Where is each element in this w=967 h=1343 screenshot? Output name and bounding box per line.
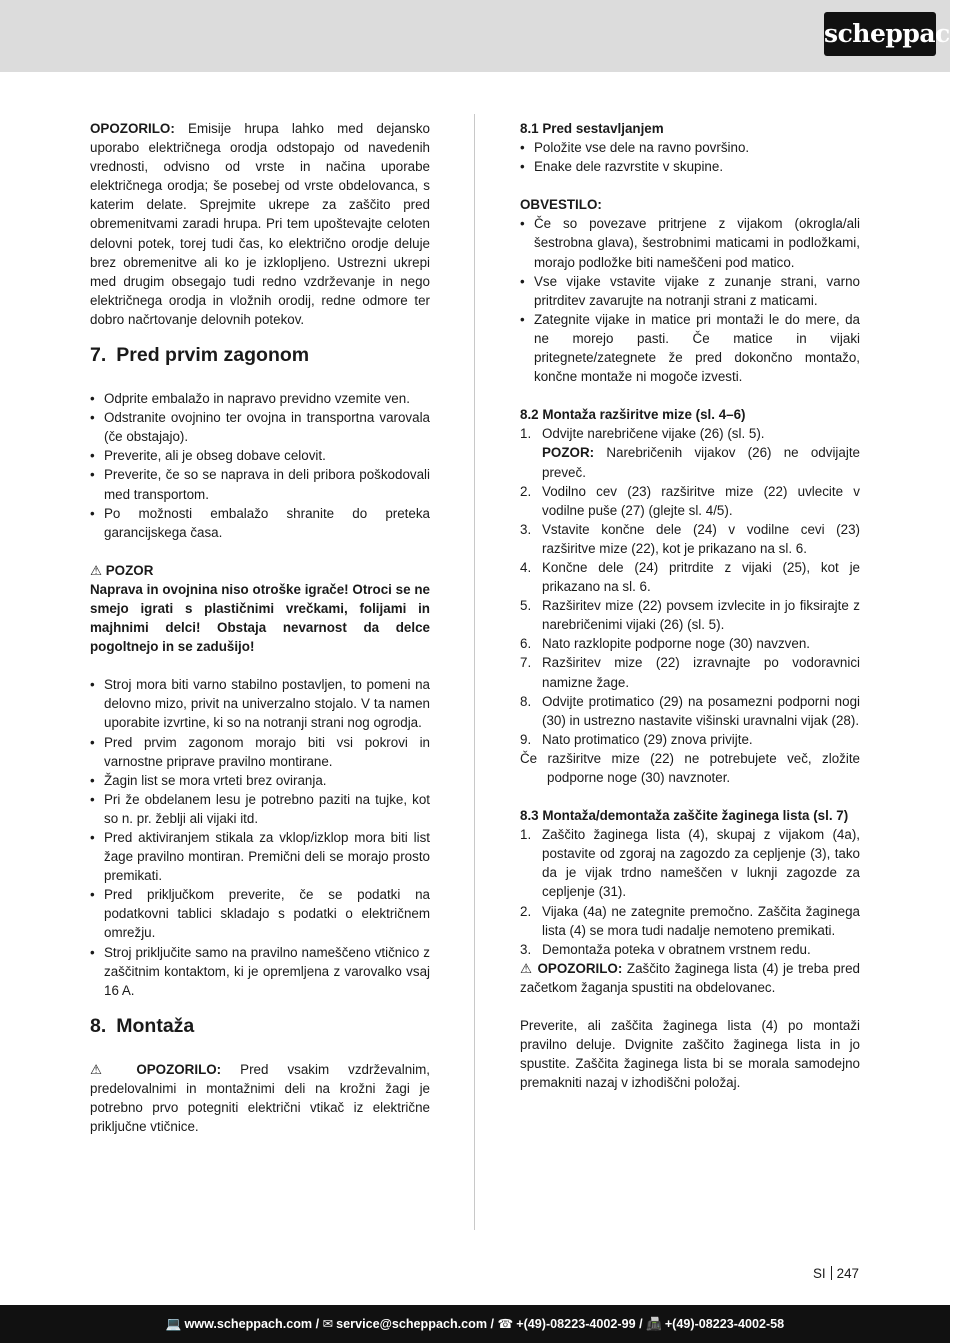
step-text: Razširitev mize (22) povsem izvlecite in jo fiksirajte z narebričenimi vijaki (26) (sl. 5). [542,598,860,633]
step-number: 9. [520,731,532,747]
list-item: • Po možnosti embalažo shranite do preteka garancijskega časa. [90,504,430,542]
step-number: 7. [520,655,532,671]
step-text: Razširitev mize (22) izravnajte po vodoravnici namizne žage. [542,655,860,690]
section-7-heading [90,343,430,367]
blade-guard-check: Preverite, ali zaščita žaginega lista (4) po montaži pravilno deluje. Dvignite zaščito žaginega lista in jo spustite. Zaščita žaginega lista bi se morala samodejno premakniti nazaj v izhodiščni položaj. [520,1018,860,1091]
page-number [813,1264,859,1283]
blade-guard-warning-label: ⚠ OPOZORILO: [520,960,623,976]
list-item [520,825,860,901]
list-item [520,634,860,653]
step-number: 3. [520,941,532,957]
step-caution-label: POZOR: [542,445,595,461]
list-item [520,902,860,940]
step-number: 6. [520,636,532,652]
noise-warning-label: OPOZORILO: [90,121,175,136]
step-text: Demontaža poteka v obratnem vrstnem redu. [542,941,811,957]
list-item: • Odprite embalažo in napravo previdno vzemite ven. [90,389,430,408]
footer-phone: +(49)-08223-4002-99 [516,1317,636,1331]
page-number-value: 247 [836,1266,859,1281]
list-item [520,940,860,959]
step-text: Vodilno cev (23) razširitve mize (22) uvlecite v vodilne puše (27) (glejte sl. 4/5). [542,483,860,518]
step-text: Nato razklopite podporne noge (30) navzven. [542,636,810,652]
step-text: Zaščito žaginega lista (4), skupaj z vijakom (4a), postavite od zgoraj na zagozdo za cepljenje (3), tako da je vijak trdno nameščen v luknji zagozde za cepljenje (31). [542,827,860,900]
list-item [520,653,860,691]
step-text: Odvijte protimatico (29) na posamezni podporni nogi (30) in ustrezno nastavite višinski uravnalni vijak (28). [542,693,860,728]
list-item [520,730,860,749]
list-item [520,424,860,481]
list-item: • Preverite, če so se naprava in deli pribora poškodovali med transportom. [90,465,430,503]
footer-separator: / [312,1317,323,1331]
section-7-title: Pred prvim zagonom [116,344,310,367]
noise-warning-text: Emisije hrupa lahko med dejansko uporabo električnega orodja odstopajo od navedenih vrednosti, odvisno od vrste in načina uporabe električnega orodja; še posebej od vrste obdelovanca, s katerim delate. Sprejmite ukrepe za zaščito pred obremenitvami zaradi hrupa. Pri tem upoštevajte celoten delovni potek, torej tudi čas, ko električno orodje deluje brez obremenitve ali ko je izklopljeno. Ustrezni ukrepi med drugim obsegajo tudi redno vzdrževanje in nego električnega orodja in vložnih orodij, redne odmore ter dobro načrtovanje delovnih potekov. [90,121,430,327]
scheppach-logo: scheppach [824,12,936,56]
step-number: 1. [520,426,532,442]
blade-guard-warning [520,959,860,997]
step-number: 8. [520,693,532,709]
page-number-separator [831,1266,832,1280]
section-7-number: 7. [90,344,107,367]
step-text: Nato protimatico (29) znova privijte. [542,731,753,747]
footer-contact-bar [0,1305,950,1343]
list-item: • Vse vijake vstavite vijake z zunanje strani, varno pritrditev zavarujte na notranji strani z maticami. [520,272,860,310]
list-item: • Preverite, ali je obseg dobave celovit. [90,446,430,465]
preassembly-list [520,138,860,176]
footer-email[interactable]: service@scheppach.com [336,1317,488,1331]
footer-website[interactable]: www.scheppach.com [184,1317,313,1331]
footer-fax: +(49)-08223-4002-58 [664,1317,785,1331]
noise-warning-paragraph [90,119,430,329]
unpacking-list [90,389,430,542]
setup-list [90,675,430,1000]
assembly-warning-paragraph [90,1060,430,1136]
footer-separator: / [487,1317,498,1331]
list-item [520,692,860,730]
caution-text: Naprava in ovojnina niso otroške igrače! Otroci se ne smejo igrati s plastičnimi vrečkami, folijami in majhnimi delci! Obstaja nevarnost da delce pogoltnejo in se zadušijo! [90,581,430,655]
list-item: • Odstranite ovojnino ter ovojna in transportna varovala (če obstajajo). [90,408,430,446]
list-item: • Pri že obdelanem lesu je potrebno paziti na tujke, kot so n. pr. žeblji ali vijaki itd. [90,790,430,828]
section-8-number: 8. [90,1014,107,1037]
list-item [520,520,860,558]
step-text: Končne dele (24) pritrdite z vijaki (25), kot je prikazano na sl. 6. [542,559,860,595]
list-item [520,482,860,520]
list-item: • Če so povezave pritrjene z vijakom (okrogla/ali šestrobna glava), šestrobnimi maticami in podložkami, morajo podložke biti nameščeni pod matico. [520,214,860,271]
list-item: • Položite vse dele na ravno površino. [520,138,860,157]
notice-label: OBVESTILO: [520,197,602,213]
step-text: Odvijte narebričene vijake (26) (sl. 5). [542,426,765,442]
step-caution-text: Narebričenih vijakov (26) ne odvijajte preveč. [542,445,860,480]
step-number: 2. [520,903,532,919]
footer-separator: / [635,1317,647,1331]
section-8-heading [90,1014,430,1038]
list-item: • Stroj mora biti varno stabilno postavljen, to pomeni na delovno mizo, privit na univerzalno stojalo. V ta namen uporabite izvrtine, ki so na notranji strani nog ogrodja. [90,675,430,732]
list-item [520,596,860,634]
fax-icon: 📠 [646,1317,662,1331]
mail-icon: ✉ [322,1317,334,1331]
section-8-1-heading: 8.1 Pred sestavljanjem [520,121,664,136]
step-number: 3. [520,521,532,537]
column-divider [474,114,475,1230]
step-number: 5. [520,598,532,614]
section-8-3-heading: 8.3 Montaža/demontaža zaščite žaginega lista (sl. 7) [520,808,849,824]
list-item: • Pred aktiviranjem stikala za vklop/izklop mora biti list žage pravilno montiran. Premični deli se morajo prosto premikati. [90,828,430,885]
assembly-warning-text: Pred vsakim vzdrževalnim, predelovalnimi in montažnimi deli na krožni žagi je potrebno prvo potegniti električni vtikač iz električne priključne vtičnice. [90,1061,431,1135]
step-number: 4. [520,559,532,575]
list-item: • Pred priključkom preverite, če se podatki na podatkovni tablici skladajo s podatki o električnem omrežju. [90,885,430,942]
blade-guard-warning-text: Zaščito žaginega lista (4) je treba pred začetkom žaganja spustiti na obdelovanec. [520,960,861,995]
caution-heading [90,561,430,580]
list-item [520,558,860,596]
computer-icon: 💻 [165,1317,182,1331]
table-extension-note: Če razširitve mize (22) ne potrebujete več, zložite podporne noge (30) navznoter. [520,750,860,785]
table-extension-steps [520,424,860,749]
step-number: 2. [520,483,532,499]
list-item: • Žagin list se mora vrteti brez oviranja. [90,771,430,790]
step-text: Vstavite končne dele (24) v vodilne cevi (23) razširitve mize (22), kot je prikazano na sl. 6. [542,521,860,556]
header-band [0,0,950,72]
step-number: 1. [520,827,532,843]
list-item: • Pred prvim zagonom morajo biti vsi pokrovi in varnostne priprave pravilno montirane. [90,733,430,771]
page-language: SI [813,1266,826,1281]
section-8-title: Montaža [116,1014,195,1037]
section-8-2-heading: 8.2 Montaža razširitve mize (sl. 4–6) [520,407,746,423]
assembly-warning-label: ⚠ OPOZORILO: [90,1061,222,1077]
list-item: • Stroj priključite samo na pravilno nameščeno vtičnico z zaščitnim kontaktom, ki je opremljena z varovalko vsaj 16 A. [90,943,430,1000]
list-item: • Enake dele razvrstite v skupine. [520,157,860,176]
left-column [90,119,430,1136]
blade-guard-steps [520,825,860,959]
list-item: • Zategnite vijake in matice pri montaži le do mere, da ne morejo pasti. Če matice in vijaki pritegnete/zategnete že pred dokončno montažo, končne montaže ni mogoče izvesti. [520,310,860,386]
caution-label: POZOR [105,562,154,578]
right-column [520,119,860,1092]
notice-list [520,214,860,386]
step-text: Vijaka (4a) ne zategnite premočno. Zaščita žaginega lista (4) se mora tudi nadalje nemoteno premikati. [542,903,860,938]
warning-triangle-icon: ⚠ [90,562,103,578]
phone-icon: ☎ [497,1317,514,1331]
